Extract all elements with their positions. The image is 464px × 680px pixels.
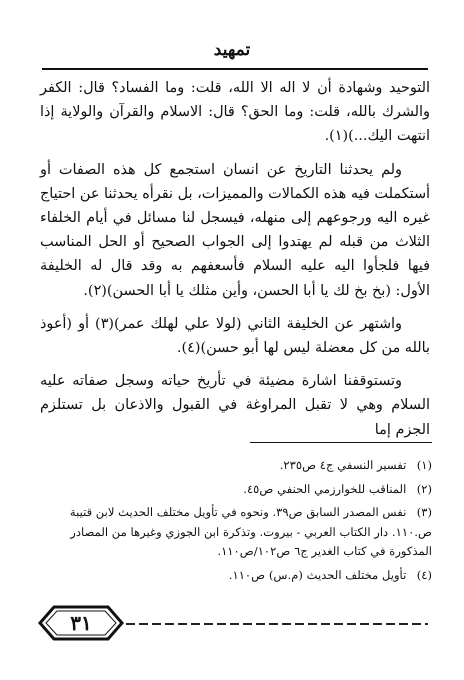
paragraph-3: واشتهر عن الخليفة الثاني (لولا علي لهلك عمر)(٣) أو (أعوذ بالله من كل معضلة ليس لها أبو حسن)(٤). <box>40 315 430 357</box>
footnote-text: نفس المصدر السابق ص٣٩. ونحوه في تأويل مختلف الحديث لابن قتيبة ص.١١٠. دار الكتاب العربي - بيروت. وتذكرة ابن الجوزي وغيرها من المصادر المذكورة في كتاب الغدير ج٦ ص١٠٢/ص١١٠. <box>69 505 432 559</box>
footnote-number: (٢) <box>416 481 432 496</box>
footer-dashed-rule <box>126 623 428 625</box>
footnote-1 <box>42 456 432 476</box>
paragraph-4: وتستوقفنا اشارة مضيئة في تأريخ حياته وسجل صفاته عليه السلام وهي لا تقبل المراوغة في القبول والاذعان بل تستلزم الجزم إما <box>40 373 430 438</box>
footnote-number: (١) <box>416 458 432 472</box>
header-divider <box>42 68 428 70</box>
footnote-number: (٤) <box>416 567 432 582</box>
footnote-text: تأويل مختلف الحديث (م.س) ص١١٠. <box>228 567 407 582</box>
page-header-title: تمهيد <box>213 40 251 60</box>
footnote-number: (٣) <box>416 505 432 520</box>
main-text <box>40 76 430 442</box>
footnote-3 <box>42 503 432 562</box>
footnote-text: تفسير النسفي ج٤ ص٢٣٥. <box>279 458 407 472</box>
footnote-text: المناقب للخوارزمي الحنفي ص٤٥. <box>243 481 407 496</box>
footnote-2 <box>42 480 432 500</box>
footnotes <box>42 456 432 590</box>
paragraph-1: التوحيد وشهادة أن لا اله الا الله، قلت: وما الفساد؟ قال: الكفر والشرك بالله، قلت: وما الحق؟ قال: الاسلام والقرآن والولاية إذا انتهت اليك...)(١). <box>40 80 430 145</box>
page-number: ٣١ <box>70 611 92 635</box>
footnote-4 <box>42 566 432 586</box>
footnote-divider <box>250 442 432 443</box>
paragraph-2: ولم يحدثنا التاريخ عن انسان استجمع كل هذه الصفات أو أستكملت فيه هذه الكمالات والمميزات، بل نقرأه يحدثنا عن احتياج غيره اليه ورجوعهم إلى منهله، فيسجل لنا مسائل في أيام الخلفاء الثلاث من قبله لم يهتدوا إلى الجواب الصحيح أو الحل المناسب فيها فلجأوا اليه عليه السلام فأسعفهم به وقد قال له الخليفة الأول: (بخ بخ لك يا أبا الحسن، وأين مثلك يا أبا الحسن)(٢). <box>40 161 430 299</box>
